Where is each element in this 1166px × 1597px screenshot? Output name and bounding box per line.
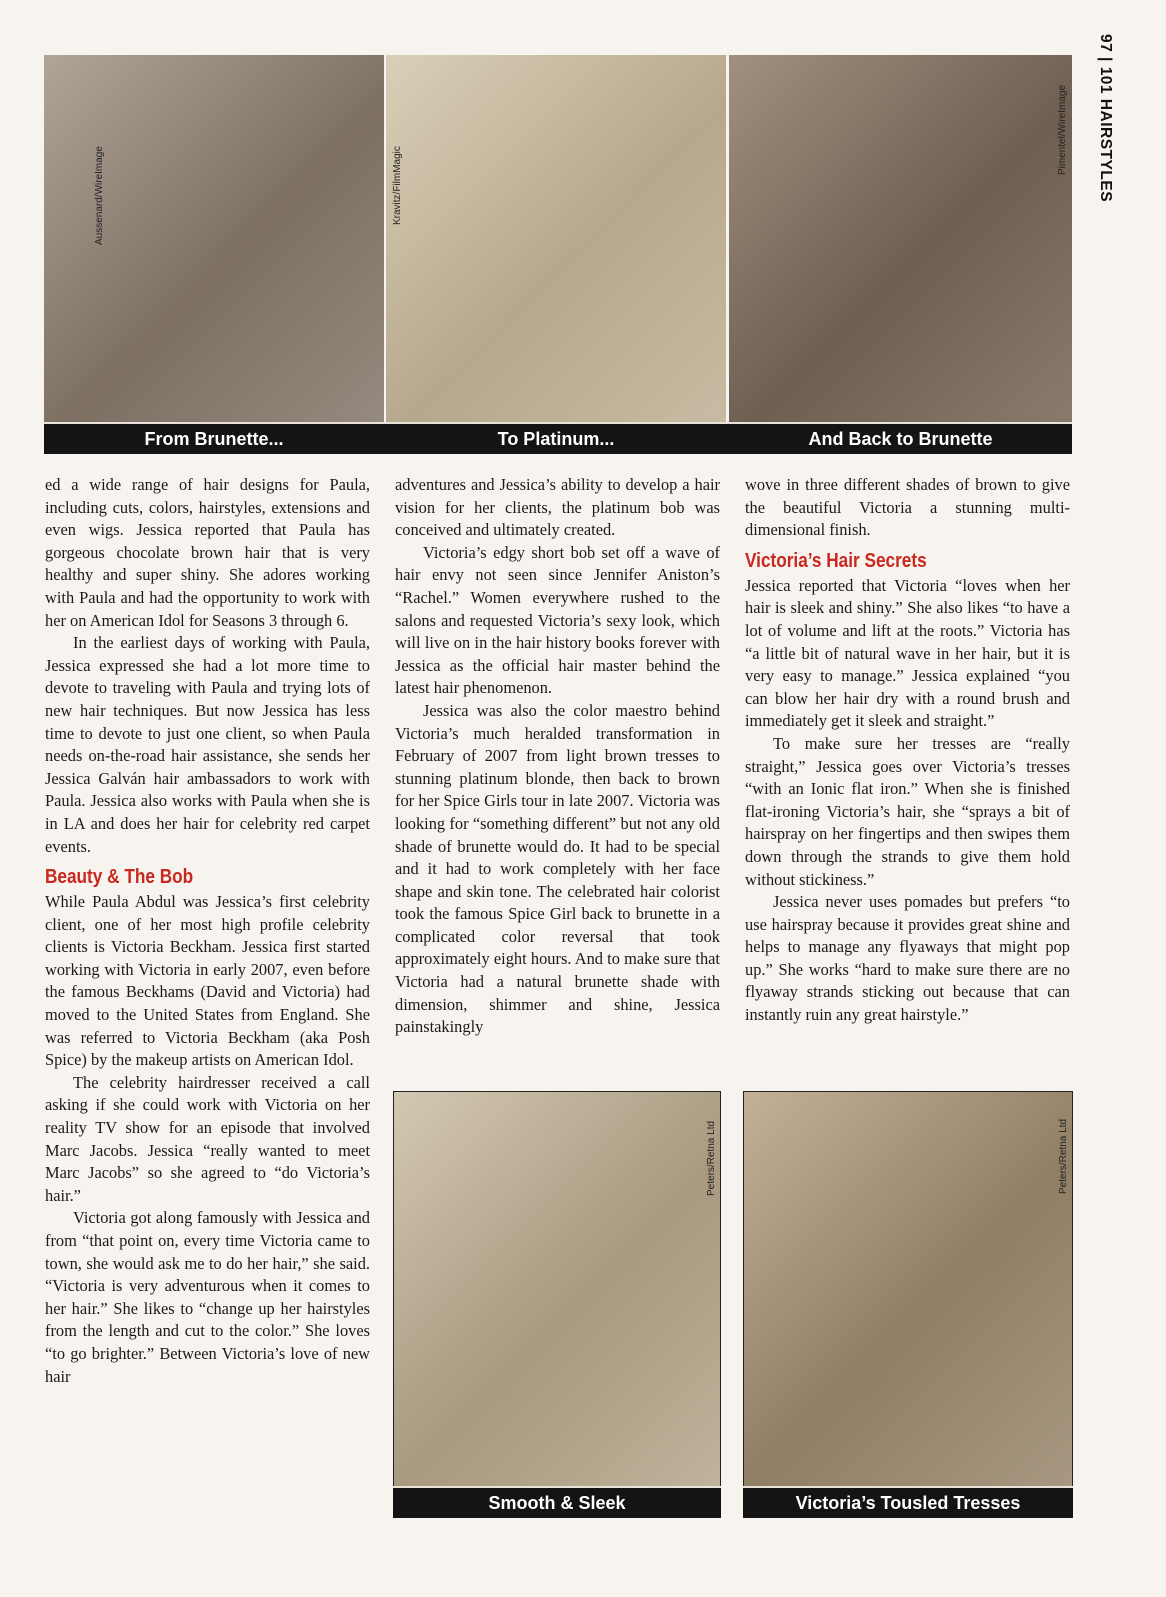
photo-platinum <box>386 55 726 422</box>
photo-tousled-tresses <box>743 1091 1073 1488</box>
photo-smooth-sleek <box>393 1091 721 1488</box>
caption-smooth-sleek: Smooth & Sleek <box>488 1492 626 1513</box>
article-column-1 <box>45 474 370 1388</box>
paragraph-text: While Paula Abdul was Jessica’s first celebrity client, one of her most high profile celebrity clients is Victoria Beckham. Jessica first started working with Victoria in early 2007, even before the famous Beckhams (David and Victoria) had moved to the United States from England. She was referred to Victoria Beckham (aka Posh Spice) by the makeup artists on American Idol. <box>45 892 370 1070</box>
page-folio <box>1092 34 1116 234</box>
photo-credit: Kravitz/FilmMagic <box>392 146 403 225</box>
paragraph-text: Victoria got along famously with Jessica and from “that point on, every time Victoria came to town, she would ask me to do her hair,” she said. “Victoria is very adventurous when it comes to her hair.” She likes to “change up her hairstyles from the length and cut to the color.” She loves “to go brighter.” Between Victoria’s love of new hair <box>45 1208 370 1386</box>
article-column-3 <box>745 474 1070 1027</box>
paragraph <box>45 474 370 632</box>
caption-back-to-brunette: And Back to Brunette <box>808 428 993 449</box>
paragraph <box>395 542 720 700</box>
photo-credit: Pimentel/WireImage <box>1057 84 1068 175</box>
paragraph <box>745 575 1070 733</box>
photo-brunette <box>44 55 384 422</box>
paragraph-text: Jessica was also the color maestro behind Victoria’s much heralded transformation in February of 2007 from light brown tresses to stunning platinum blonde, then back to brown for her Spice Girls tour in late 2007. Victoria was looking for “something different” but not any old shade of brunette would do. It had to be special and it had to work completely with her face shape and skin tone. The celebrated hair colorist took the famous Spice Girl back to brunette in a complicated color reversal that took approximately eight hours. And to make sure that Victoria had a natural brunette shade with dimension, shimmer and shine, Jessica painstakingly <box>395 700 720 1037</box>
photo-credit: Peters/Retna Ltd <box>1058 1118 1069 1194</box>
paragraph <box>745 891 1070 1027</box>
paragraph-text: Jessica never uses pomades but prefers “to use hairspray because it provides great shine and helps to manage any flyaways that might pop up.” She works “hard to make sure there are no flyaway strands sticking out because that can instantly ruin any great hairstyle.” <box>745 892 1070 1025</box>
folio-text: 97 | 101 HAIRSTYLES <box>1097 34 1114 203</box>
caption-to-platinum: To Platinum... <box>497 428 615 449</box>
paragraph-text: ed a wide range of hair designs for Paula, including cuts, colors, hairstyles, extensions and even wigs. Jessica reported that Paula has gorgeous chocolate brown hair that is very healthy and super shiny. She adores working with Paula and had the opportunity to work with her on American Idol for Seasons 3 through 6. <box>45 475 370 630</box>
photo-smooth-sleek-image <box>394 1092 720 1487</box>
paragraph-text: Victoria’s edgy short bob set off a wave of hair envy not seen since Jennifer Aniston’s “Rachel.” Women everywhere rushed to the salons and requested Victoria’s sexy look, which will live on in the hair history books forever with Jessica as the official hair master behind the latest hair phenomenon. <box>395 542 720 698</box>
section-heading-beauty-bob: Beauty & The Bob <box>45 866 194 889</box>
paragraph-text: adventures and Jessica’s ability to develop a hair vision for her clients, the platinum bob was conceived and ultimately created. <box>395 475 720 540</box>
photo-back-to-brunette-image <box>729 55 1072 422</box>
paragraph <box>395 474 720 542</box>
paragraph-text: Jessica reported that Victoria “loves when her hair is sleek and shiny.” She also likes “to have a lot of volume and lift at the roots.” Victoria has “a little bit of natural wave in her hair, but it is very easy to manage.” Jessica explained “you can blow her hair dry with a round brush and immediately get it sleek and straight.” <box>745 575 1070 731</box>
paragraph <box>395 700 720 1039</box>
photo-back-to-brunette <box>729 55 1072 422</box>
photo-tousled-tresses-image <box>744 1092 1072 1487</box>
paragraph-text: To make sure her tresses are “really straight,” Jessica goes over Victoria’s tresses “with an Ionic flat iron.” When she is finished flat-ironing Victoria’s hair, she “sprays a bit of hairspray on her fingertips and then swipes them down through the strands to give them hold without stickiness.” <box>745 733 1070 889</box>
paragraph-text: In the earliest days of working with Paula, Jessica expressed she had a lot more time to devote to traveling with Paula and trying lots of new hair techniques. But now Jessica has less time to devote to just one client, so when Paula needs on-the-road hair assistance, she sends her Jessica Galván hair ambassadors to work with Paula. Jessica also works with Paula when she is in LA and does her hair for celebrity red carpet events. <box>45 633 370 856</box>
paragraph <box>45 891 370 1072</box>
paragraph <box>745 733 1070 891</box>
section-heading-hair-secrets: Victoria’s Hair Secrets <box>745 549 927 572</box>
photo-credit: Aussenard/WireImage <box>94 146 105 245</box>
caption-bar-smooth-sleek <box>393 1486 721 1518</box>
paragraph-text: The celebrity hairdresser received a call asking if she could work with Victoria on her reality TV show for an episode that involved Marc Jacobs. Jessica “really wanted to meet Marc Jacobs” so she agreed to “do Victoria’s hair.” <box>45 1072 370 1205</box>
paragraph-text: wove in three different shades of brown to give the beautiful Victoria a stunning multi-dimensional finish. <box>745 475 1070 540</box>
photo-credit: Peters/Retna Ltd <box>706 1120 717 1196</box>
paragraph <box>45 632 370 858</box>
photo-platinum-image <box>386 55 726 422</box>
article-column-2 <box>395 474 720 1039</box>
paragraph <box>45 1207 370 1388</box>
top-caption-bar <box>44 422 1072 454</box>
caption-tousled-tresses: Victoria’s Tousled Tresses <box>795 1492 1021 1513</box>
caption-from-brunette: From Brunette... <box>144 428 284 449</box>
paragraph <box>45 1072 370 1208</box>
caption-bar-tousled-tresses <box>743 1486 1073 1518</box>
paragraph <box>745 474 1070 542</box>
